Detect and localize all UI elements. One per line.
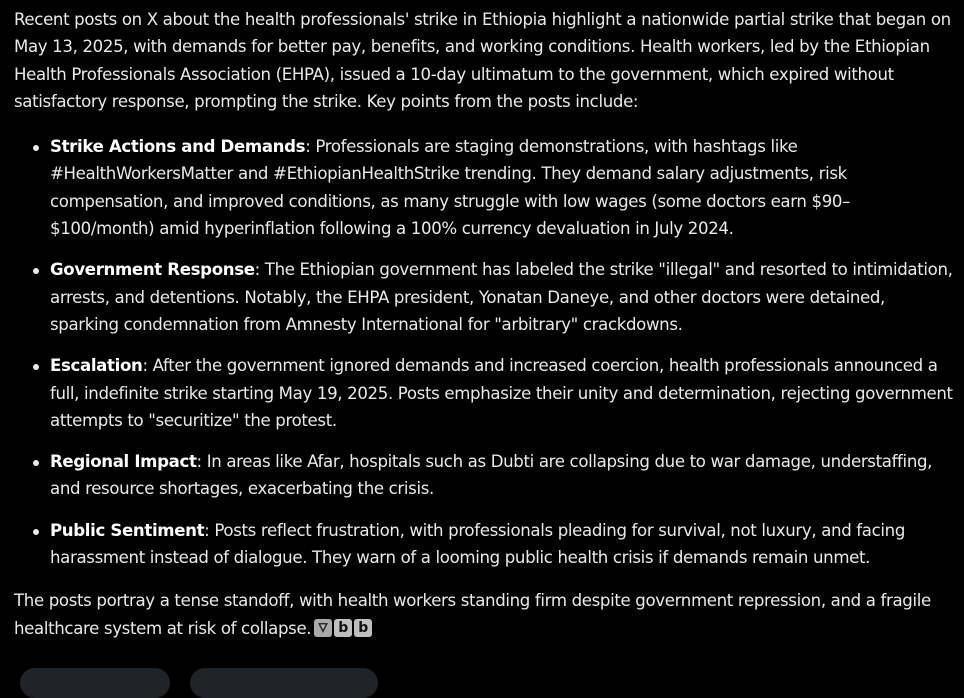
point-term: Strike Actions and Demands	[50, 137, 306, 157]
point-term: Public Sentiment	[50, 520, 205, 540]
list-item	[14, 256, 954, 338]
source-b-icon[interactable]: b	[334, 619, 352, 637]
follow-up-chip[interactable]	[190, 668, 378, 698]
response-body	[14, 6, 954, 642]
key-points-list	[14, 133, 954, 571]
point-text: : Professionals are staging demonstrations, with hashtags like #HealthWorkersMatter and #EthiopianHealthStrike trending. They demand salary adjustments, risk compensation, and improved conditions, as many struggle with low wages (some doctors earn $90–$100/month) amid hyperinflation following a 100% currency devaluation in July 2024.	[50, 137, 851, 239]
point-text: : Posts reflect frustration, with professionals pleading for survival, not luxury, and facing harassment instead of dialogue. They warn of a looming public health crisis if demands remain unmet.	[50, 520, 905, 568]
list-item	[14, 517, 954, 572]
source-favicon-icon[interactable]	[314, 619, 332, 637]
source-b-icon[interactable]: b	[354, 619, 372, 637]
point-text: : In areas like Afar, hospitals such as Dubti are collapsing due to war damage, understaffing, and resource shortages, exacerbating the crisis.	[50, 452, 933, 499]
intro-paragraph: Recent posts on X about the health professionals' strike in Ethiopia highlight a nationwide partial strike that began on May 13, 2025, with demands for better pay, benefits, and working conditions. Health workers, led by the Ethiopian Health Professionals Association (EHPA), issued a 10-day ultimatum to the government, which expired without satisfactory response, prompting the strike. Key points from the posts include:	[14, 10, 951, 111]
list-item	[14, 133, 954, 242]
point-term: Government Response	[50, 260, 255, 280]
list-item	[14, 448, 954, 503]
point-term: Regional Impact	[50, 452, 197, 472]
list-item	[14, 352, 954, 434]
point-text: : The Ethiopian government has labeled the strike "illegal" and resorted to intimidation, arrests, and detentions. Notably, the EHPA president, Yonatan Daneye, and other doctors were detained, sparking condemnation from Amnesty International for "arbitrary" crackdowns.	[50, 260, 953, 334]
follow-up-chip[interactable]	[20, 668, 170, 698]
conclusion-text: The posts portray a tense standoff, with health workers standing firm despite government repression, and a fragile healthcare system at risk of collapse.	[14, 591, 931, 638]
point-term: Escalation	[50, 356, 143, 376]
source-citations[interactable]	[314, 619, 372, 637]
conclusion-paragraph	[14, 587, 954, 642]
point-text: : After the government ignored demands and increased coercion, health professionals announced a full, indefinite strike starting May 19, 2025. Posts emphasize their unity and determination, rejecting government attempts to "securitize" the protest.	[50, 356, 953, 430]
